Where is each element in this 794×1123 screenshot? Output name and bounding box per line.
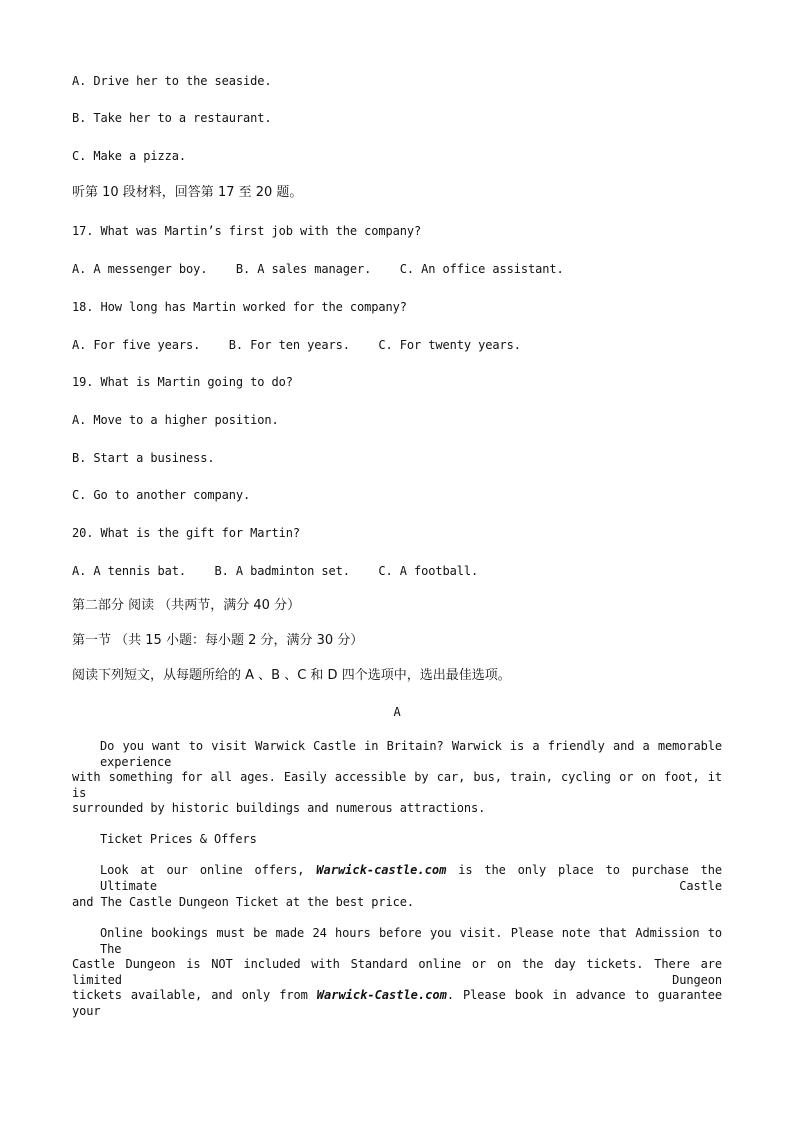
q18-options: A. For five years. B. For ten years. C. For twenty years.: [72, 338, 521, 352]
q19-option-c: C. Go to another company.: [72, 488, 251, 502]
passage-p3-line3: [72, 987, 722, 1019]
website-link: Warwick-castle.com: [316, 863, 447, 877]
q16-option-b: B. Take her to a restaurant.: [72, 111, 272, 125]
q20-options: A. A tennis bat. B. A badminton set. C. A football.: [72, 564, 479, 578]
passage-p1-line2: with something for all ages. Easily accessible by car, bus, train, cycling or on foot, it is: [72, 770, 722, 800]
p3-text-post: . Please book in advance to guarantee your: [72, 988, 722, 1018]
q19-option-a: A. Move to a higher position.: [72, 413, 279, 427]
passage-p2-line2: and The Castle Dungeon Ticket at the best price.: [72, 895, 414, 909]
q20-stem: 20. What is the gift for Martin?: [72, 526, 300, 540]
passage-p2-line1: [100, 862, 722, 894]
passage-subheading: Ticket Prices & Offers: [100, 832, 257, 846]
passage-p3-line2: Castle Dungeon is NOT included with Standard online or on the day tickets. There are limited Dungeon: [72, 957, 722, 987]
passage-label: A: [393, 705, 401, 719]
website-link: Warwick-Castle.com: [316, 988, 447, 1002]
passage-p1-line3: surrounded by historic buildings and numerous attractions.: [72, 801, 486, 815]
q19-option-b: B. Start a business.: [72, 451, 215, 465]
q16-option-c: C. Make a pizza.: [72, 149, 186, 163]
section10-instruction: 听第 10 段材料，回答第 17 至 20 题。: [72, 185, 303, 200]
passage-p1-line1: Do you want to visit Warwick Castle in Britain? Warwick is a friendly and a memorable experience: [100, 739, 722, 769]
p3-text-pre: tickets available, and only from: [72, 988, 317, 1002]
p2-text-pre: Look at our online offers,: [100, 863, 317, 877]
part2-section1: 第一节 （共 15 小题：每小题 2 分，满分 30 分）: [72, 633, 364, 648]
q17-options: A. A messenger boy. B. A sales manager. C. An office assistant.: [72, 262, 564, 276]
q19-stem: 19. What is Martin going to do?: [72, 375, 293, 389]
q18-stem: 18. How long has Martin worked for the company?: [72, 300, 407, 314]
part2-heading: 第二部分 阅读 （共两节，满分 40 分）: [72, 598, 301, 613]
p2-text-post: is the only place to purchase the Ultimate Castle: [100, 863, 722, 893]
passage-p3-line1: Online bookings must be made 24 hours before you visit. Please note that Admission to The: [100, 926, 722, 956]
part2-instruction: 阅读下列短文，从每题所给的 A 、B 、C 和 D 四个选项中，选出最佳选项。: [72, 668, 511, 683]
q17-stem: 17. What was Martin’s first job with the company?: [72, 224, 422, 238]
q16-option-a: A. Drive her to the seaside.: [72, 74, 272, 88]
